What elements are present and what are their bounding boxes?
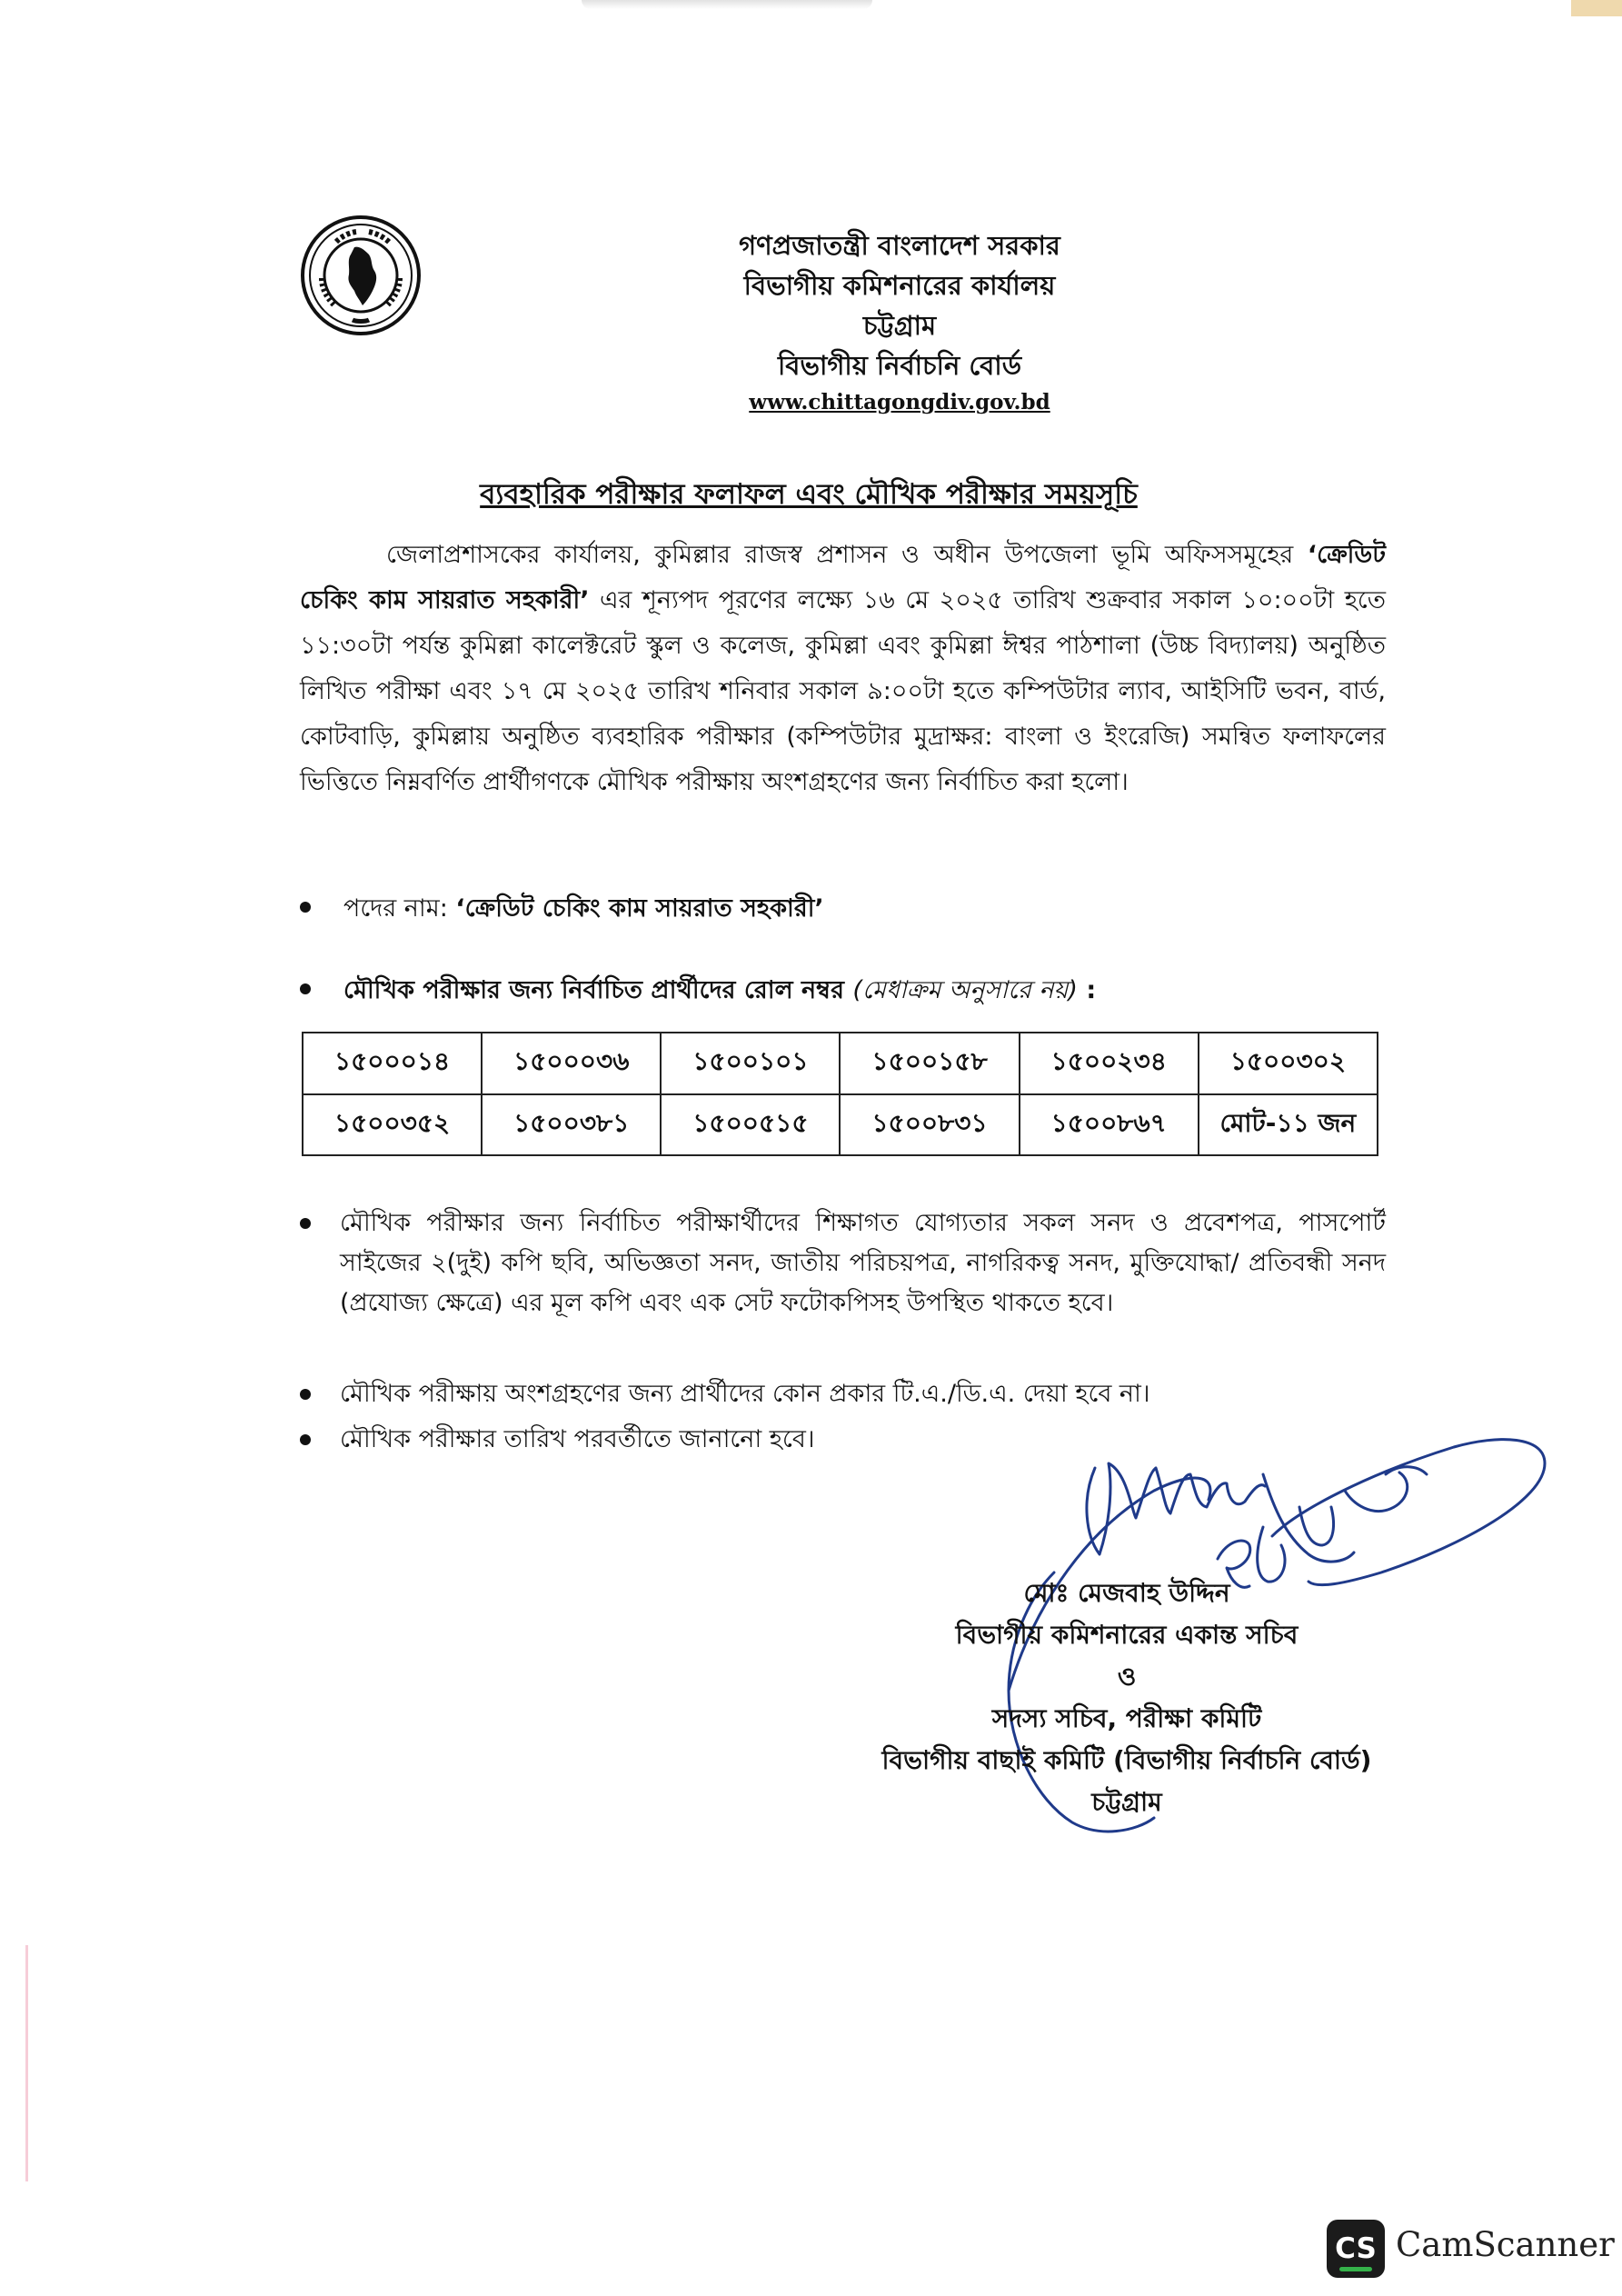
table-row (303, 1033, 1378, 1094)
notice-title: ব্যবহারিক পরীক্ষার ফলাফল এবং মৌখিক পরীক্ষার সময়সূচি (480, 478, 1138, 511)
roll-cell: ১৫০০০১৪ (303, 1033, 482, 1094)
signatory-block (845, 1572, 1408, 1823)
roll-cell: ১৫০০৮৩১ (840, 1094, 1019, 1156)
body-text-part1: জেলাপ্রশাসকের কার্যালয়, কুমিল্লার রাজস্ব প্রশাসন ও অধীন উপজেলা ভূমি অফিসসমূহের (386, 541, 1308, 569)
bullet-icon (300, 1434, 311, 1445)
scan-smudge (582, 0, 872, 9)
scan-corner-mark (1571, 0, 1622, 16)
signatory-name: মোঃ মেজবাহ উদ্দিন (1023, 1578, 1230, 1608)
camscanner-name: CamScanner (1396, 2225, 1615, 2264)
instruction-item (300, 1203, 1386, 1323)
roll-cell: ১৫০০৮৬৭ (1020, 1094, 1199, 1156)
roll-number-table (302, 1032, 1378, 1156)
website-link[interactable]: www.chittagongdiv.gov.bd (749, 390, 1050, 414)
signatory-conjunction: ও (1117, 1662, 1137, 1692)
roll-cell: ১৫০০১০১ (661, 1033, 840, 1094)
post-name-item (300, 889, 824, 929)
roll-cell: ১৫০০৩৫২ (303, 1094, 482, 1156)
roll-cell: ১৫০০২৩৪ (1020, 1033, 1199, 1094)
bullet-icon (300, 902, 311, 913)
signatory-designation: বিভাগীয় বাছাই কমিটি (বিভাগীয় নির্বাচনি বোর্ড) (881, 1745, 1372, 1775)
instruction-text: মৌখিক পরীক্ষার জন্য নির্বাচিত পরীক্ষার্থীদের শিক্ষাগত যোগ্যতার সকল সনদ ও প্রবেশপত্র, পাসপোর্ট সাইজের ২(দুই) কপি ছবি, অভিজ্ঞতা সনদ, জাতীয় পরিচয়পত্র, নাগরিকত্ব সনদ, মুক্তিযোদ্ধা/ প্রতিবন্ধী সনদ (প্রযোজ্য ক্ষেত্রে) এর মূল কপি এবং এক সেট ফটোকপিসহ উপস্থিত থাকতে হবে। (340, 1209, 1386, 1317)
body-text-part2: এর শূন্যপদ পূরণের লক্ষ্যে ১৬ মে ২০২৫ তারিখ শুক্রবার সকাল ১০:০০টা হতে ১১:৩০টা পর্যন্ত কুমিল্লা কালেক্টরেট স্কুল ও কলেজ, কুমিল্লা এবং কুমিল্লা ঈশ্বর পাঠশালা (উচ্চ বিদ্যালয়) অনুষ্ঠিত লিখিত পরীক্ষা এবং ১৭ মে ২০২৫ তারিখ শনিবার সকাল ৯:০০টা হতে কম্পিউটার ল্যাব, আইসিটি ভবন, বার্ড, কোটবাড়ি, কুমিল্লায় অনুষ্ঠিত ব্যবহারিক পরীক্ষার (কম্পিউটার মুদ্রাক্ষর: বাংলা ও ইংরেজি) সমন্বিত ফলাফলের ভিত্তিতে নিম্নবর্ণিত প্রার্থীগণকে মৌখিক পরীক্ষায় অংশগ্রহণের জন্য নির্বাচিত করা হলো। (300, 586, 1386, 796)
signatory-designation: সদস্য সচিব, পরীক্ষা কমিটি (991, 1703, 1262, 1733)
total-count-cell: মোট-১১ জন (1199, 1094, 1378, 1156)
instruction-text: মৌখিক পরীক্ষার তারিখ পরবর্তীতে জানানো হবে। (340, 1425, 815, 1453)
roll-cell: ১৫০০০৩৬ (482, 1033, 661, 1094)
body-post-name: ‘ক্রেডিট চেকিং কাম সায়রাত সহকারী’ (300, 541, 1386, 614)
post-name: ‘ক্রেডিট চেকিং কাম সায়রাত সহকারী’ (455, 894, 824, 923)
instruction-item (300, 1374, 1386, 1414)
office-location: চট্টগ্রাম (862, 310, 937, 341)
roll-heading-suffix: : (1077, 976, 1097, 1004)
government-name: গণপ্রজাতন্ত্রী বাংলাদেশ সরকার (739, 230, 1060, 261)
instruction-text: মৌখিক পরীক্ষায় অংশগ্রহণের জন্য প্রার্থীদের কোন প্রকার টি.এ./ডি.এ. দেয়া হবে না। (340, 1380, 1150, 1408)
roll-cell: ১৫০০১৫৮ (840, 1033, 1019, 1094)
letterhead (636, 225, 1163, 420)
notice-body (300, 533, 1386, 805)
post-label: পদের নাম: (343, 894, 456, 923)
board-name: বিভাগীয় নির্বাচনি বোর্ড (777, 350, 1022, 381)
table-row (303, 1094, 1378, 1156)
camscanner-logo-icon: CS (1327, 2220, 1385, 2278)
roll-heading-note: (মেধাক্রম অনুসারে নয়) (852, 976, 1078, 1004)
bullet-icon (300, 1389, 311, 1400)
bangladesh-government-seal-icon (300, 215, 422, 336)
roll-cell: ১৫০০৩০২ (1199, 1033, 1378, 1094)
roll-heading-item (300, 971, 1096, 1011)
signatory-place: চট্টগ্রাম (1091, 1787, 1162, 1817)
signatory-designation: বিভাগীয় কমিশনারের একান্ত সচিব (955, 1620, 1299, 1650)
roll-cell: ১৫০০৫১৫ (661, 1094, 840, 1156)
office-name: বিভাগীয় কমিশনারের কার্যালয় (743, 270, 1056, 301)
scan-edge-mark (25, 1945, 28, 2181)
bullet-icon (300, 1218, 311, 1229)
bullet-icon (300, 983, 311, 994)
roll-heading: মৌখিক পরীক্ষার জন্য নির্বাচিত প্রার্থীদের রোল নম্বর (343, 976, 853, 1004)
roll-cell: ১৫০০৩৮১ (482, 1094, 661, 1156)
